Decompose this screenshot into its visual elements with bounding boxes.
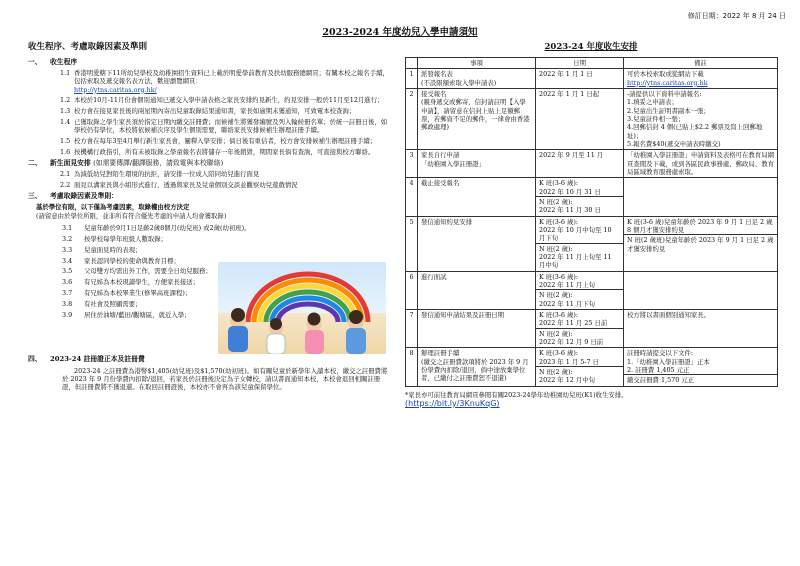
criteria-text: 居住於油塘/藍田/觀塘區，就近入學； bbox=[84, 311, 191, 320]
row-number: 3 bbox=[406, 150, 418, 178]
row-remarks bbox=[624, 178, 778, 216]
date-entry: K 班(3-6 歲): 2022 年 11 月上旬 bbox=[539, 272, 596, 289]
header-event: 事項 bbox=[418, 58, 536, 69]
criteria-number: 3.5 bbox=[62, 267, 73, 276]
criteria-number: 3.4 bbox=[62, 256, 73, 265]
row-event: 發信通知申請結果及註冊日期 bbox=[418, 309, 536, 347]
criteria-text: 兒童面見時的表現； bbox=[84, 245, 142, 254]
criteria-note: 基於學位有限，以下僅為考慮因素，取錄權由校方決定 bbox=[36, 203, 190, 212]
item-text: 面見以溝家長與小組形式進行，透過與家長及兒童個別交談並觀察幼兒遊戲情況 bbox=[74, 180, 298, 189]
procedure-item bbox=[60, 137, 390, 145]
footnote-text: *家長亦可前往教育局網頁參閱有關2023-24學年幼稚園幼兒班(K1)收生安排。 bbox=[405, 390, 628, 399]
section-number: 四、 bbox=[28, 354, 42, 363]
row-number: 7 bbox=[406, 309, 418, 347]
item-number: 1.6 bbox=[60, 148, 71, 156]
edb-link[interactable]: (https://bit.ly/3KnuKqG) bbox=[405, 398, 500, 408]
schedule-heading: 2023-24 年度收生安排 bbox=[544, 42, 638, 52]
remark-entry: 「幼稚園入學註冊證」申請資料及表格可在教育局網頁查閱及下載，或到各區民政事務處、郵政局、教育局區域教育服務處索取。 bbox=[627, 151, 774, 176]
section-title bbox=[28, 355, 390, 364]
remark-entry: N 班(2 歲班)兒童年齡於 2023 年 9 月 1 日足 2 歲才獲安排約見 bbox=[624, 234, 777, 253]
criteria-number: 3.8 bbox=[62, 300, 73, 309]
row-event: 接受報名 (親身遞交或郵寄，信封請註明【入學申請】，請留意在信封上貼上足額郵票，若郵資不足的郵件，一律會由香港郵政處理) bbox=[418, 89, 536, 150]
row-remarks bbox=[624, 271, 778, 309]
rainbow-illustration bbox=[218, 262, 386, 354]
table-header-row bbox=[406, 58, 778, 69]
row-event: 家長自行申請 「幼稚園入學註冊證」 bbox=[418, 150, 536, 178]
row-event: 發信通知約見安排 bbox=[418, 216, 536, 271]
revision-date: 修訂日期：2022 年 8 月 24 日 bbox=[687, 12, 786, 20]
page-title bbox=[0, 27, 800, 39]
item-text-wrap bbox=[74, 107, 390, 115]
row-number: 6 bbox=[406, 271, 418, 309]
item-text: 校方會在每年3至4月舉行新生家長會，闡釋入學安排；倘日後有重估者，校方會安排候補生辦理註冊手續； bbox=[74, 137, 377, 146]
criteria-text: 兒童年齡於9月1日足齡2歲8個月(幼兒班) 或2歲(幼初班)。 bbox=[84, 223, 251, 232]
section-number: 三、 bbox=[28, 192, 42, 201]
date-entry: N 班(2 歲): 2022 年 12 月中旬 bbox=[536, 366, 623, 385]
item-text-wrap bbox=[74, 96, 390, 104]
table-row bbox=[406, 271, 778, 309]
row-remarks bbox=[624, 216, 778, 271]
table-row bbox=[406, 150, 778, 178]
schedule-body bbox=[406, 69, 778, 386]
interview-item bbox=[60, 170, 390, 178]
date-entry: 2022 年 1 月 1 日 bbox=[539, 70, 593, 79]
item-number: 1.3 bbox=[60, 107, 71, 116]
criteria-text: 按學校每學年班級人數取錄； bbox=[84, 234, 168, 243]
row-dates bbox=[536, 69, 624, 89]
table-row bbox=[406, 309, 778, 347]
item-number: 2.1 bbox=[60, 170, 71, 179]
section-number: 一、 bbox=[28, 58, 42, 67]
section-title-text: 2023-24 註冊證正本及註冊費 bbox=[50, 354, 145, 363]
section-title-text: 新生面見安排 bbox=[50, 159, 91, 168]
date-entry: 2022 年 1 月 1 日起 bbox=[539, 90, 600, 99]
row-dates bbox=[536, 309, 624, 347]
criteria-text: 父母雙方均需出外工作，需要全日幼兒服務； bbox=[84, 267, 212, 276]
criteria-number: 3.1 bbox=[62, 223, 73, 232]
left-heading: 收生程序、考慮取錄因素及準則 bbox=[28, 42, 148, 52]
row-remarks bbox=[624, 69, 778, 89]
row-number: 1 bbox=[406, 69, 418, 89]
item-number: 1.4 bbox=[60, 118, 71, 127]
row-dates bbox=[536, 89, 624, 150]
criteria-number: 3.6 bbox=[62, 278, 73, 287]
criteria-number: 3.2 bbox=[62, 234, 73, 243]
section-interview bbox=[28, 159, 390, 189]
registration-fee-text: 2023-24 之註冊費為港幣$1,405(幼兒班)及$1,570(幼初班)。如有關兒童於新學年入讀本校，繳交之註冊費將於 2023 年 9 月份學費內扣除/退回，若家長於註冊後決定為子女轉校，請以書面通知本校，本校會退回相關註冊證，但註冊費將不獲退還。在取回註冊證後，本校亦不會再為該兒童保留學位。 bbox=[62, 366, 388, 392]
section-criteria bbox=[28, 192, 390, 351]
section-registration-fee bbox=[28, 355, 390, 392]
interview-list bbox=[28, 170, 390, 189]
header-date: 日期 bbox=[536, 58, 624, 69]
remark-entry: 可於本校索取或從網站下載 bbox=[627, 70, 704, 79]
section-title bbox=[28, 192, 390, 201]
row-number: 5 bbox=[406, 216, 418, 271]
right-column bbox=[405, 42, 777, 409]
item-number: 1.1 bbox=[60, 68, 71, 77]
remark-entry: 繳交註冊費 1,570 元正 bbox=[624, 374, 777, 384]
row-dates bbox=[536, 348, 624, 386]
criteria-item bbox=[62, 224, 302, 232]
row-number: 8 bbox=[406, 348, 418, 386]
date-entry: 2022 年 9 月至 11 月 bbox=[539, 151, 604, 160]
item-text: 按機構行政指引，所有未被取錄之學童報名表將儲存一年後銷毀，期間家長倘有查詢，可直接與校方聯絡。 bbox=[74, 148, 375, 156]
row-event: 截止接受報名 bbox=[418, 178, 536, 216]
admission-schedule-table bbox=[405, 57, 778, 386]
row-remarks bbox=[624, 89, 778, 150]
page-title-text: 2023-2024 年度幼兒入學申請須知 bbox=[322, 27, 478, 38]
criteria-number: 3.3 bbox=[62, 245, 73, 254]
remark-entry: -請提供以下資料申請報名: 1.填妥之申請表； 2.兒童出生証明書副本一張； 3.兒童証件相一張； 4.回郵信封 4 個(已貼上$2.2 郵票及寫上回郵地址)； 5.報名費$40(遞交申請表時繳交) bbox=[627, 90, 763, 148]
item-number: 1.5 bbox=[60, 137, 71, 146]
item-text-wrap bbox=[74, 148, 390, 156]
row-number: 2 bbox=[406, 89, 418, 150]
criteria-item bbox=[62, 246, 302, 254]
criteria-text: 有社會及照顧需要； bbox=[84, 300, 142, 309]
section-title bbox=[28, 159, 390, 168]
item-text-wrap bbox=[74, 118, 390, 135]
item-number: 1.2 bbox=[60, 96, 71, 105]
date-entry: K 班(3-6 歲): 2022 年 11 月 25 日前 bbox=[539, 310, 608, 328]
section-title-note: (如需要傳譯/翻譯服務，請致電與本校聯絡) bbox=[93, 159, 224, 168]
date-entry: K 班(3-6 歲): 2023 年 1 月 5-7 日 bbox=[539, 349, 599, 366]
row-dates bbox=[536, 150, 624, 178]
criteria-number: 3.9 bbox=[62, 311, 73, 320]
left-column bbox=[28, 42, 390, 392]
section-title-text: 收生程序 bbox=[50, 58, 78, 67]
row-remarks bbox=[624, 150, 778, 178]
item-text: 已獲取錄之學生家長須於指定日期內繳交註冊費；而候補生將獲發編號及列入輪候冊名單；於統一註冊日後，如學校仍有學位，本校將依候補次序及學生個別需要，聯絡家長安排候補生辦理註冊手續。 bbox=[74, 118, 388, 135]
date-entry: N 班(2 歲): 2022 年 11 月 30 日 bbox=[536, 196, 623, 215]
header-remarks: 備註 bbox=[624, 58, 778, 69]
interview-item bbox=[60, 181, 390, 189]
date-entry: K 班(3-6 歲): 2022 年 10 月中旬至 10 月下旬 bbox=[539, 217, 612, 243]
row-remarks bbox=[624, 309, 778, 347]
item-text: 校方會在接見家長後的兩星期內寄出兒童取錄結果通知書，家長如逾期未獲通知，可致電本校查詢； bbox=[74, 107, 356, 116]
item-text: 本校於10月-11月份會個別通知已遞交入學申請表格之家長安排約見新生，約見安排一般於11月至12月進行； bbox=[74, 96, 384, 105]
procedure-item bbox=[60, 69, 390, 94]
date-entry: N 班(2 歲): 2022 年 11 月下旬 bbox=[536, 289, 623, 308]
remark-entry: 註冊時請提交以下文件: 1.「幼稚園入學註冊證」正本 2. 註冊費 1,405 元正 bbox=[627, 349, 710, 374]
date-entry: N 班(2 歲): 2022 年 11 月上旬至 11 月中旬 bbox=[536, 243, 623, 270]
header-no bbox=[406, 58, 418, 69]
table-row bbox=[406, 216, 778, 271]
children-rainbow-photo bbox=[218, 262, 386, 354]
criteria-item bbox=[62, 235, 302, 243]
table-row bbox=[406, 178, 778, 216]
item-text-wrap bbox=[74, 69, 390, 94]
remark-entry: 校方將以書面個別通知家長。 bbox=[627, 310, 711, 319]
procedure-item bbox=[60, 148, 390, 156]
row-event: 派發報名表 (不設限額索取入學申請表) bbox=[418, 69, 536, 89]
procedure-item bbox=[60, 96, 390, 104]
row-dates bbox=[536, 178, 624, 216]
item-text: 香港明愛轄下11所幼兒學校及幼稚園招生資料已上載於明愛學前教育及扶幼服務總網頁；有關本校之報名手續，包括索取及遞交報名表方法，歡迎瀏覽網頁： bbox=[74, 68, 389, 86]
row-number: 4 bbox=[406, 178, 418, 216]
date-entry: K 班(3-6 歲): 2022 年 10 月 31 日 bbox=[539, 179, 601, 196]
section-title-text: 考慮取錄因素及準則： bbox=[50, 192, 118, 201]
criteria-block bbox=[28, 224, 390, 352]
download-link[interactable]: http://ytns.caritas.org.hk bbox=[627, 78, 708, 87]
criteria-text: 有兄姊為本校現讀學生，方便家長接送； bbox=[84, 278, 200, 287]
row-dates bbox=[536, 271, 624, 309]
item-text: 為減低幼兒對陌生環境的抗拒，請安排一位成人陪同幼兒進行面見 bbox=[74, 170, 260, 179]
item-text-wrap bbox=[74, 137, 390, 145]
table-row bbox=[406, 69, 778, 89]
procedure-item bbox=[60, 107, 390, 115]
row-dates bbox=[536, 216, 624, 271]
date-entry: N 班(2 歲): 2022 年 12 月 9 日前 bbox=[536, 328, 623, 347]
section-admission-procedure bbox=[28, 58, 390, 156]
row-event: 進行面試 bbox=[418, 271, 536, 309]
criteria-number: 3.7 bbox=[62, 289, 73, 298]
criteria-text: 有兄姊為本校畢業生(修畢高班課程)； bbox=[84, 289, 192, 298]
item-number: 2.2 bbox=[60, 180, 71, 189]
criteria-disclaimer: (請留意由於學位所限，並非所有符合優先考慮的申請人均會獲取錄) bbox=[36, 212, 227, 221]
row-event: 辦理註冊手續 (繳交之註冊費款項將於 2023 年 9 月份學費內扣除/退回，倘中途放棄學位者，已繳付之註冊費恕不退還) bbox=[418, 348, 536, 386]
footnote bbox=[405, 391, 777, 410]
table-row bbox=[406, 348, 778, 386]
criteria-text: 家長認同學校的使命與教育目標； bbox=[84, 256, 180, 265]
section-title bbox=[28, 58, 390, 67]
procedure-list bbox=[28, 69, 390, 156]
remark-entry: K 班(3-6 歲)兒童年齡於 2023 年 9 月 1 日足 2 歲 8 個月才獲安排約見 bbox=[627, 217, 773, 234]
section-number: 二、 bbox=[28, 159, 42, 168]
row-remarks bbox=[624, 348, 778, 386]
table-row bbox=[406, 89, 778, 150]
procedure-item bbox=[60, 118, 390, 135]
website-link[interactable]: http://ytns.caritas.org.hk/ bbox=[74, 85, 157, 94]
